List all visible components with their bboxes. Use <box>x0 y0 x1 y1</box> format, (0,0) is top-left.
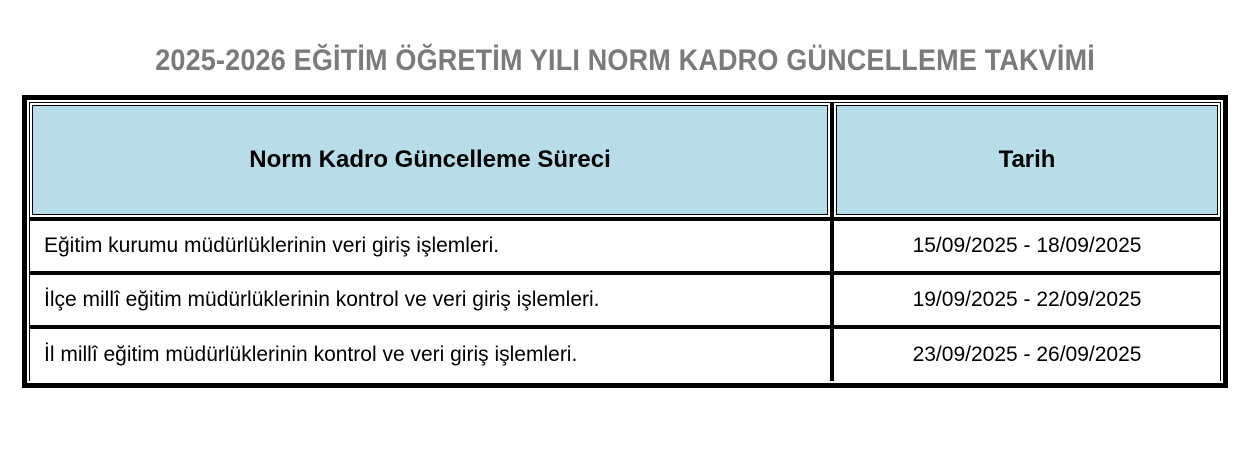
process-cell: İl millî eğitim müdürlüklerinin kontrol ve veri giriş işlemleri. <box>30 327 832 381</box>
table-header-row <box>30 103 1220 219</box>
header-cell-date <box>832 103 1220 219</box>
column-header-date: Tarih <box>836 105 1218 215</box>
schedule-table-frame <box>29 102 1221 381</box>
table-row <box>30 327 1220 381</box>
page-title: 2025-2026 EĞİTİM ÖĞRETİM YILI NORM KADRO GÜNCELLEME TAKVİMİ <box>155 44 1095 77</box>
date-cell: 23/09/2025 - 26/09/2025 <box>832 327 1220 381</box>
schedule-table <box>30 103 1220 381</box>
table-row <box>30 273 1220 327</box>
date-cell: 19/09/2025 - 22/09/2025 <box>832 273 1220 327</box>
schedule-table-border <box>22 95 1228 388</box>
process-cell: Eğitim kurumu müdürlüklerinin veri giriş işlemleri. <box>30 219 832 273</box>
header-cell-process <box>30 103 832 219</box>
column-header-process: Norm Kadro Güncelleme Süreci <box>32 105 828 215</box>
table-row <box>30 219 1220 273</box>
process-cell: İlçe millî eğitim müdürlüklerinin kontrol ve veri giriş işlemleri. <box>30 273 832 327</box>
title-row <box>0 0 1250 78</box>
date-cell: 15/09/2025 - 18/09/2025 <box>832 219 1220 273</box>
